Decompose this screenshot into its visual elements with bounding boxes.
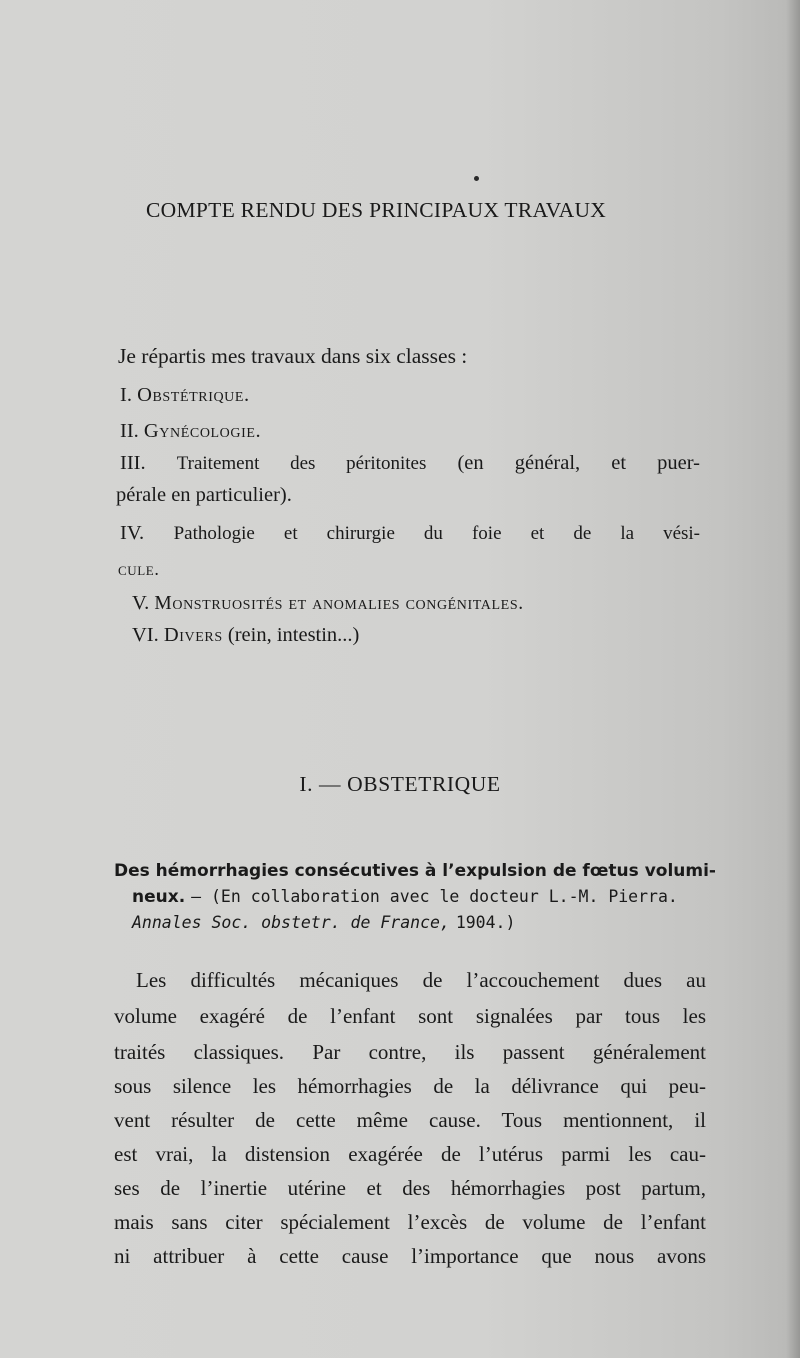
article-title-line1: Des hémorrhagies consécutives à l’expulsion de fœtus volumi- — [114, 861, 716, 881]
article-journal: Annales Soc. obstetr. de France, — [132, 913, 450, 932]
class-item-3-line2: pérale en particulier). — [116, 484, 292, 506]
class-item-3-line1 — [120, 452, 700, 475]
paragraph-line: volume exagéré de l’enfant sont signalées par tous les — [114, 1004, 706, 1028]
class-item-4-line2 — [118, 558, 159, 581]
class-item-5 — [132, 592, 524, 615]
paragraph-line: est vrai, la distension exagérée de l’utérus parmi les cau- — [114, 1142, 706, 1166]
class-item-4-line1 — [120, 522, 700, 545]
class-label: Traitement des péritonites — [176, 453, 427, 474]
paragraph-line: Les difficultés mécaniques de l’accouchement dues au — [136, 968, 706, 992]
article-title-line2 — [132, 887, 678, 907]
class-label: Obstétrique. — [137, 384, 250, 406]
article-collaboration: — (En collaboration avec le docteur L.-M. Pierra. — [191, 887, 678, 906]
class-label: Divers — [163, 624, 223, 646]
paragraph-line: sous silence les hémorrhagies de la délivrance qui peu- — [114, 1074, 706, 1098]
article-title-end: neux. — [132, 887, 186, 907]
class-number: VI. — [132, 624, 159, 646]
paragraph-line: mais sans citer spécialement l’excès de volume de l’enfant — [114, 1210, 706, 1234]
class-number: I. — [120, 384, 132, 406]
paragraph-line: vent résulter de cette même cause. Tous mentionnent, il — [114, 1108, 706, 1132]
class-number: III. — [120, 452, 146, 474]
class-label: Monstruosités et anomalies congénitales. — [154, 593, 524, 614]
class-number: V. — [132, 592, 150, 614]
class-item-1 — [120, 384, 250, 407]
article-citation — [132, 913, 515, 933]
class-label: Pathologie et chirurgie du foie et de la vési- — [173, 523, 701, 544]
class-number: IV. — [120, 522, 145, 544]
intro-line: Je répartis mes travaux dans six classes : — [118, 344, 468, 368]
ink-speck — [474, 176, 479, 181]
class-detail: (en général, et puer- — [457, 452, 700, 474]
paragraph-line: ni attribuer à cette cause l’importance que nous avons — [114, 1244, 706, 1268]
section-title: I. — OBSTETRIQUE — [299, 772, 501, 796]
class-item-6 — [132, 624, 359, 647]
paragraph-line: traités classiques. Par contre, ils passent généralement — [114, 1040, 706, 1064]
class-item-2 — [120, 420, 261, 443]
class-label: Gynécologie. — [143, 420, 262, 442]
paragraph-line: ses de l’inertie utérine et des hémorrhagies post partum, — [114, 1176, 706, 1200]
class-label: cule. — [118, 559, 160, 579]
article-year: 1904.) — [455, 913, 516, 932]
class-number: II. — [120, 420, 139, 442]
page-heading: COMPTE RENDU DES PRINCIPAUX TRAVAUX — [146, 198, 607, 222]
class-detail: (rein, intestin...) — [227, 624, 360, 646]
page-shadow-edge — [786, 0, 800, 1358]
